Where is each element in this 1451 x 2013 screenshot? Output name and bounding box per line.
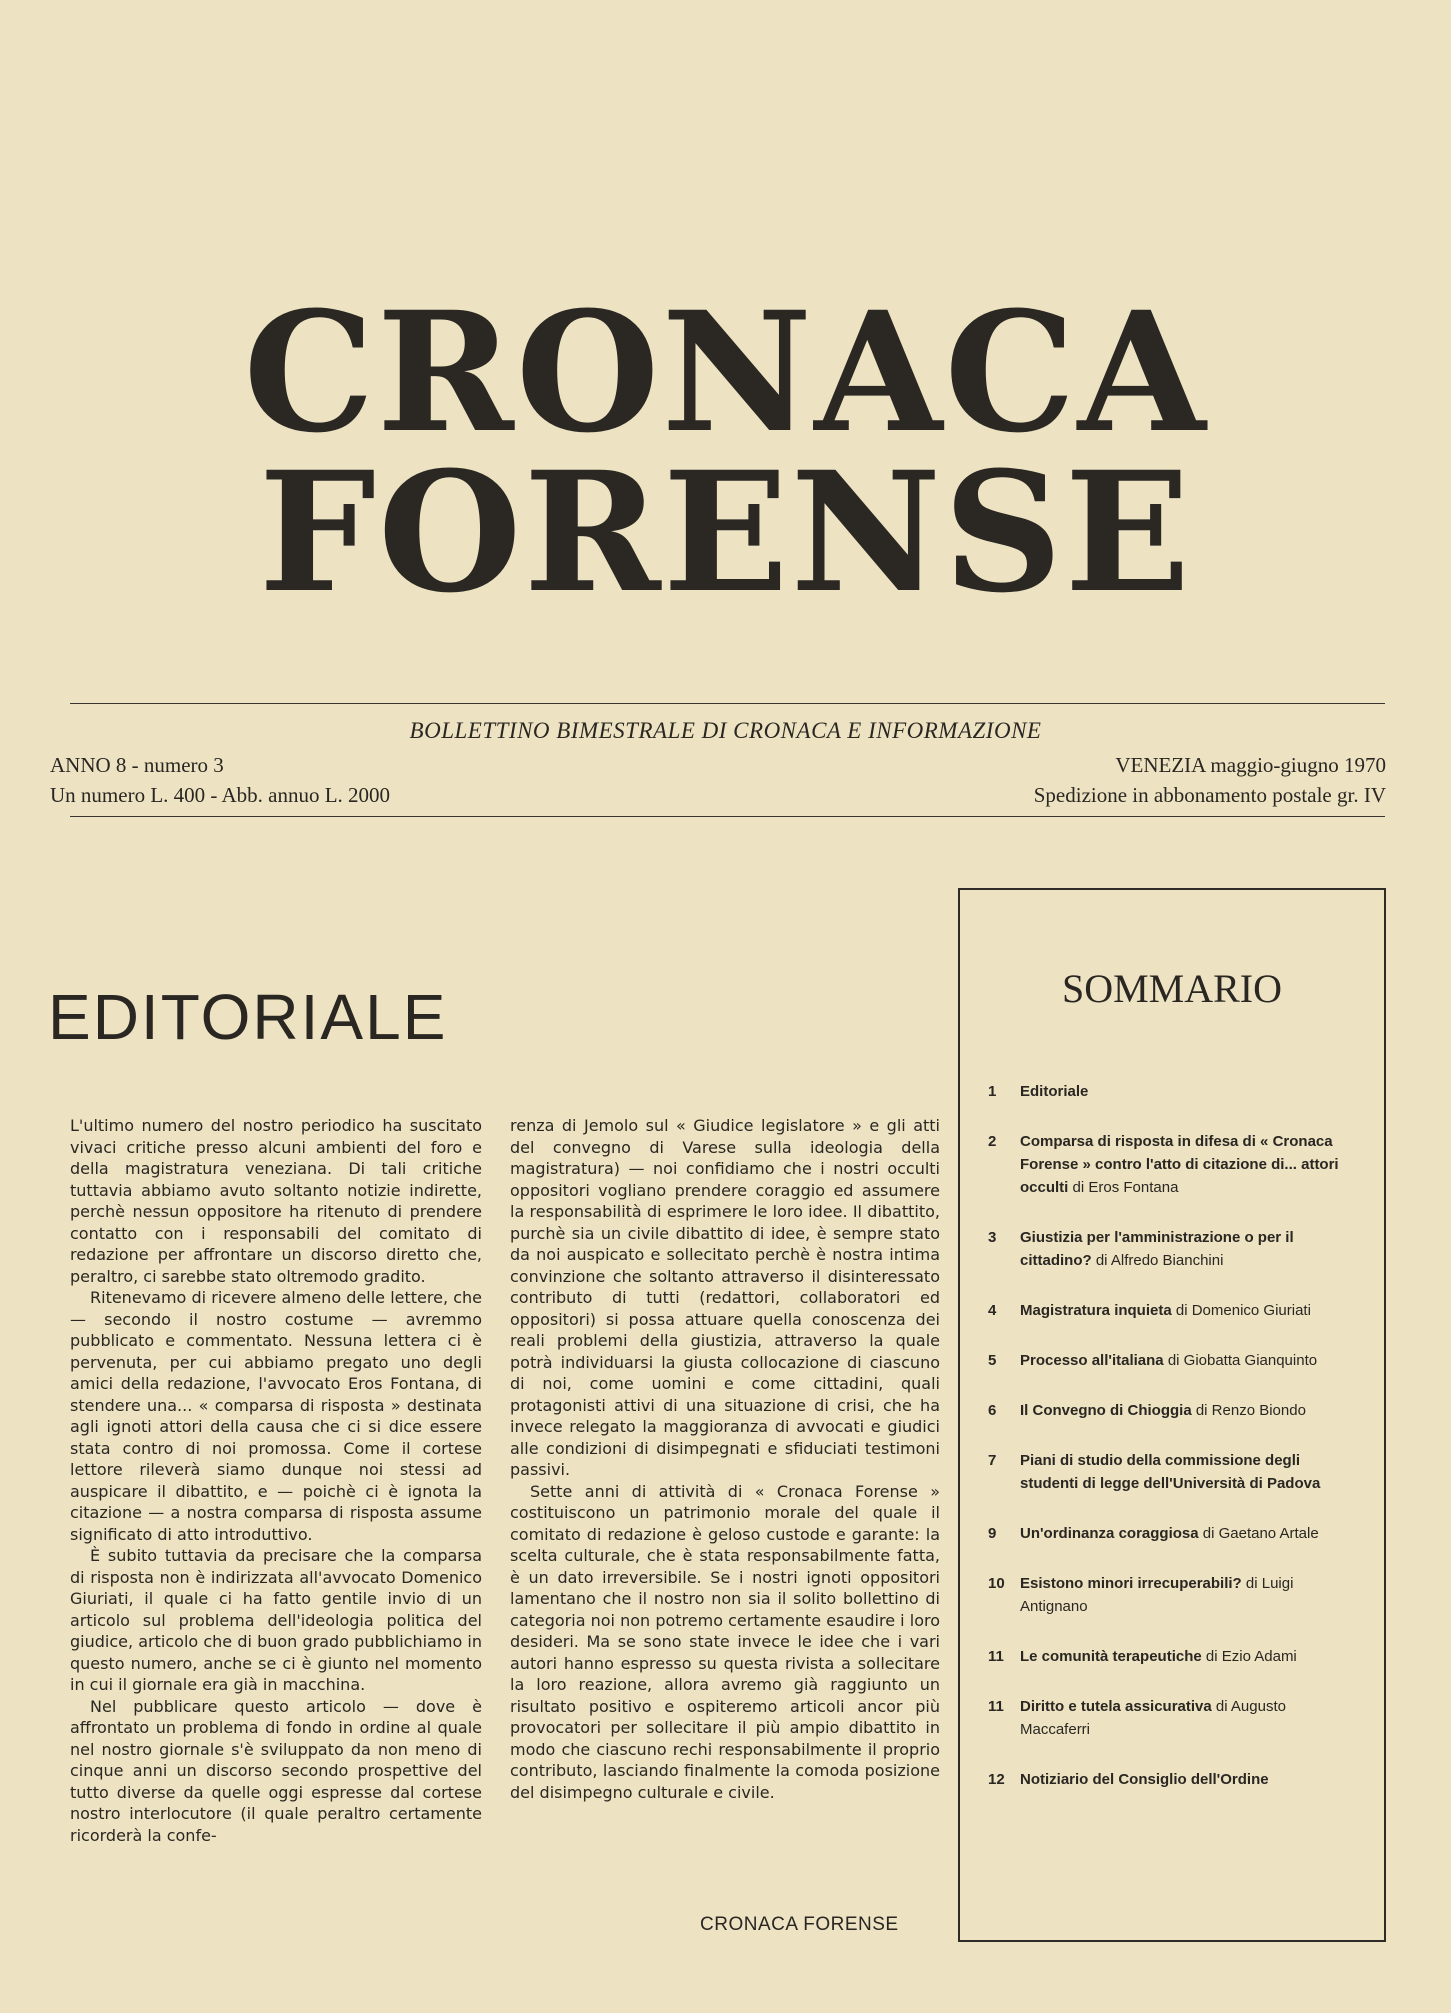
editoriale-paragraph: È subito tuttavia da precisare che la comparsa di risposta non è indirizzata all'avvocato Domenico Giuriati, il quale ci ha fatto gentile invio di un articolo sul problema dell'ideologia politica del giudice, articolo che di buon grado pubblichiamo in questo numero, anche se ci è giunto nel momento in cui il giornale era già in macchina. — [70, 1546, 482, 1694]
toc-author: di Giobatta Gianquinto — [1167, 1352, 1318, 1369]
toc-author: di Eros Fontana — [1072, 1179, 1179, 1196]
toc-author: di Renzo Biondo — [1195, 1402, 1306, 1419]
toc-author: di Luigi Antignano — [1020, 1575, 1294, 1615]
toc-item — [988, 1522, 1360, 1545]
editoriale-title: EDITORIALE — [48, 981, 448, 1053]
masthead-line-2: FORENSE — [258, 435, 1193, 629]
editoriale-paragraph: Ritenevamo di ricevere almeno delle lettere, che — secondo il nostro costume — avremmo pubblicato e commentato. Nessuna lettera ci è pervenuta, per cui abbiamo pregato uno degli amici della redazione, l'avvocato Eros Fontana, di stendere una... « comparsa di risposta » destinata agli ignoti attori della causa che ci si dice essere stata contro di noi promossa. Come il cortese lettore rileverà siamo dunque noi stessi ad auspicare il dibattito, e — poichè ci è ignota la citazione — a nostra comparsa di risposta assume significato di atto introduttivo. — [70, 1288, 482, 1544]
toc-item — [988, 1080, 1360, 1103]
toc-page-number: 12 — [988, 1771, 1005, 1788]
editoriale-paragraph: renza di Jemolo sul « Giudice legislatore » e gli atti del convegno di Varese sulla ideologia della magistratura) — noi confidiamo che i nostri occulti oppositori vogliano prendere coraggio ed assumere la responsabilità di esprimere le loro idee. Il dibattito, purchè sia un civile dibattito di idee, è sempre stato da noi auspicato e sollecitato perchè è nostra intima convinzione che soltanto attraverso il disinteressato contributo di tutti (redattori, collaboratori ed oppositori) si possa attuare quella conoscenza dei reali problemi della giustizia, attraverso la quale potrà individuarsi la giusta collocazione di ciascuno di noi, come uomini e come cittadini, quali protagonisti attivi di una situazione di crisi, che ha invece relegato la maggioranza di avvocati e giudici alle condizioni di disimpegnati e sfiduciati testimoni passivi. — [510, 1116, 940, 1479]
toc-item — [988, 1399, 1360, 1422]
editoriale-paragraph: L'ultimo numero del nostro periodico ha suscitato vivaci critiche presso alcuni ambienti del foro e della magistratura veneziana. Di tali critiche tuttavia abbiamo avuto soltanto notizie indirette, perchè nessun oppositore ha ritenuto di prendere contatto con i responsabili del comitato di redazione per affrontare un discorso diretto che, peraltro, ci sarebbe stato oltremodo gradito. — [70, 1116, 482, 1286]
issue-anno: ANNO 8 - numero 3 — [50, 753, 224, 777]
toc-title: Editoriale — [1020, 1083, 1089, 1100]
toc-author: di Alfredo Bianchini — [1095, 1252, 1224, 1269]
issue-luogo-data: VENEZIA maggio-giugno 1970 — [1115, 753, 1386, 777]
toc-page-number: 9 — [988, 1525, 997, 1542]
toc-item — [988, 1695, 1360, 1741]
toc-author: di Domenico Giuriati — [1175, 1302, 1311, 1319]
sommario-list — [988, 1080, 1360, 1818]
toc-item — [988, 1449, 1360, 1495]
toc-item — [988, 1349, 1360, 1372]
toc-title: Esistono minori irrecuperabili? — [1020, 1575, 1242, 1592]
header-rule-bottom — [70, 816, 1385, 817]
toc-title: Comparsa di risposta in difesa di « Cronaca Forense » contro l'atto di citazione di... attori occulti — [1020, 1133, 1339, 1196]
toc-page-number: 6 — [988, 1402, 997, 1419]
toc-page-number: 4 — [988, 1302, 997, 1319]
toc-title: Processo all'italiana — [1020, 1352, 1164, 1369]
issue-info-left — [50, 750, 390, 810]
toc-item — [988, 1299, 1360, 1322]
toc-title: Il Convegno di Chioggia — [1020, 1402, 1192, 1419]
issue-prezzo: Un numero L. 400 - Abb. annuo L. 2000 — [50, 783, 391, 807]
toc-author: di Augusto Maccaferri — [1020, 1698, 1286, 1738]
issue-info-right — [1034, 750, 1386, 810]
toc-item — [988, 1226, 1360, 1272]
toc-title: Le comunità terapeutiche — [1020, 1648, 1202, 1665]
toc-title: Un'ordinanza coraggiosa — [1020, 1525, 1199, 1542]
toc-page-number: 7 — [988, 1452, 997, 1469]
toc-page-number: 1 — [988, 1083, 997, 1100]
issue-spedizione: Spedizione in abbonamento postale gr. IV — [1033, 783, 1386, 807]
toc-title: Piani di studio della commissione degli studenti di legge dell'Università di Padova — [1020, 1452, 1321, 1492]
toc-title: Giustizia per l'amministrazione o per il cittadino? — [1020, 1229, 1294, 1269]
editoriale-column-1 — [70, 1115, 482, 1846]
editoriale-paragraph: Nel pubblicare questo articolo — dove è affrontato un problema di fondo in ordine al quale nel nostro giornale s'è sviluppato da non meno di cinque anni un discorso secondo prospettive del tutto diverse da quelle oggi espresse dal cortese nostro interlocutore (il quale peraltro certamente ricorderà la confe- — [70, 1696, 482, 1845]
toc-page-number: 11 — [988, 1698, 1004, 1715]
toc-page-number: 3 — [988, 1229, 997, 1246]
toc-item — [988, 1572, 1360, 1618]
toc-page-number: 11 — [988, 1648, 1004, 1665]
toc-title: Notiziario del Consiglio dell'Ordine — [1020, 1771, 1269, 1788]
subtitle: BOLLETTINO BIMESTRALE DI CRONACA E INFORMAZIONE — [409, 718, 1042, 743]
editoriale-column-2 — [510, 1115, 940, 1803]
toc-item — [988, 1645, 1360, 1668]
masthead-line-1: CRONACA — [243, 275, 1208, 469]
sommario-box — [958, 888, 1386, 1942]
toc-item — [988, 1768, 1360, 1791]
toc-title: Magistratura inquieta — [1020, 1302, 1172, 1319]
toc-page-number: 2 — [988, 1133, 997, 1150]
header-rule-top — [70, 703, 1385, 704]
toc-author: di Gaetano Artale — [1202, 1525, 1319, 1542]
toc-page-number: 5 — [988, 1352, 997, 1369]
toc-item — [988, 1130, 1360, 1199]
toc-title: Diritto e tutela assicurativa — [1020, 1698, 1212, 1715]
editoriale-signature: CRONACA FORENSE — [700, 1914, 899, 1935]
editoriale-paragraph: Sette anni di attività di « Cronaca Forense » costituiscono un patrimonio morale del quale il comitato di redazione è geloso custode e garante: la scelta culturale, che è stata responsabilmente fatta, è un dato irreversibile. Se i nostri ignoti oppositori lamentano che il nostro non sia il solito bollettino di categoria noi non potremo certamente esaudire i loro desideri. Ma se sono state invece le idee che i vari autori hanno espresso su questa rivista a sollecitare la loro reazione, allora avremo già raggiunto un risultato positivo e ospiteremo articoli ancor più provocatori per sollecitare il più ampio dibattito in modo che ciascuno rechi responsabilmente il proprio contributo, lasciando finalmente la comoda posizione del disimpegno culturale e civile. — [510, 1481, 940, 1802]
sommario-title: SOMMARIO — [1061, 966, 1283, 1011]
toc-author: di Ezio Adami — [1205, 1648, 1297, 1665]
toc-page-number: 10 — [988, 1575, 1005, 1592]
